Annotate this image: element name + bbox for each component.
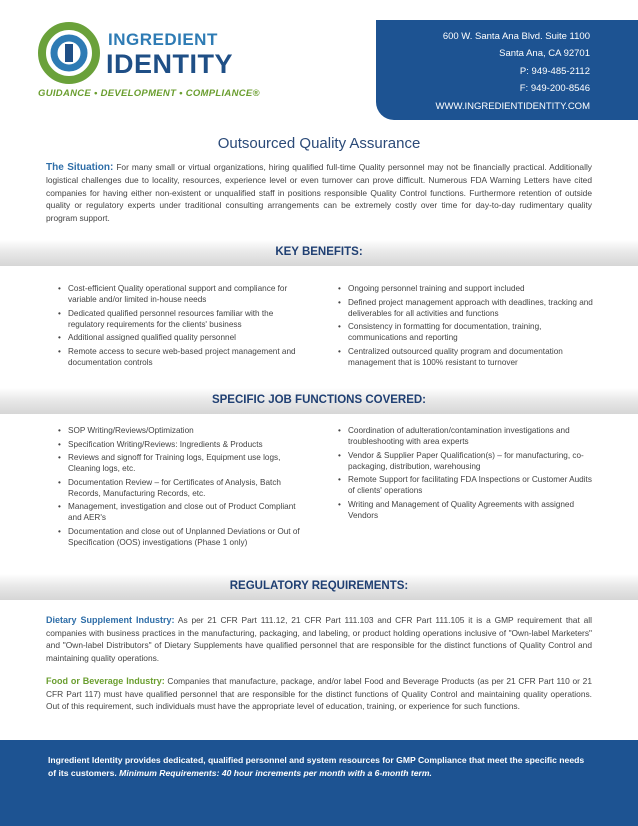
functions-list-right: [338, 425, 594, 523]
list-item: • Documentation and close out of Unplanned Deviations or Out of Specification (OOS) investigations (Phase 1 only): [58, 526, 304, 548]
list-item: • Remote Support for facilitating FDA Inspections or Customer Audits of clients' operations: [338, 474, 594, 496]
footer-text: [48, 754, 588, 780]
regulatory-heading: REGULATORY REQUIREMENTS:: [229, 580, 409, 592]
logo-mark-icon: [38, 22, 104, 84]
regulatory-heading-band: [0, 574, 638, 600]
list-item: • Defined project management approach with deadlines, tracking and deliverables for all activities and functions: [338, 297, 594, 319]
contact-address1: 600 W. Santa Ana Blvd. Suite 1100: [442, 31, 590, 42]
food-beverage-paragraph: [46, 675, 592, 713]
food-text: Companies that manufacture, package, and/or label Food and Beverage Products (as per 21 CFR Part 110 or 21 CFR Part 117) must have qualified personnel that are responsible for the distinct functions of Quality Control and maintaining quality operations. Out of this requirement, such individuals must have the appropriate level of education, training, or experience for such functions.: [46, 676, 592, 712]
list-item: • Reviews and signoff for Training logs, Equipment use logs, Cleaning logs, etc.: [58, 452, 304, 474]
dietary-text: As per 21 CFR Part 111.12, 21 CFR Part 111.103 and CFR Part 111.105 it is a GMP requirement that all companies with business practices in the manufacturing, packaging, and labeling, or product holding operations inclusive of "Own-label Marketers" and "Own-label Distributors" of Dietary Supplements have qualified personnel that are responsible for the distinct functions of Quality Control and maintaining quality operations.: [46, 615, 592, 663]
list-item: • Documentation Review – for Certificates of Analysis, Batch Records, Manufacturing Records, etc.: [58, 477, 304, 499]
dietary-label: Dietary Supplement Industry:: [46, 615, 175, 625]
job-functions-heading: SPECIFIC JOB FUNCTIONS COVERED:: [211, 394, 427, 406]
dietary-supplement-paragraph: [46, 614, 592, 664]
list-item: • Writing and Management of Quality Agreements with assigned Vendors: [338, 499, 594, 521]
situation-paragraph: [46, 161, 592, 224]
list-item: • Remote access to secure web-based project management and documentation controls: [58, 346, 304, 368]
key-benefits-heading: KEY BENEFITS:: [275, 246, 363, 258]
list-item: • Additional assigned qualified quality personnel: [58, 332, 304, 343]
footer-minimum-requirements: Minimum Requirements: 40 hour increments per month with a 6-month term.: [119, 768, 432, 778]
list-item: • Specification Writing/Reviews: Ingredients & Products: [58, 439, 304, 450]
contact-box: [376, 20, 638, 120]
key-benefits-heading-band: [0, 240, 638, 266]
situation-label: The Situation:: [46, 162, 114, 173]
list-item: • Cost-efficient Quality operational support and compliance for variable and/or limited in-house needs: [58, 283, 304, 305]
list-item: • Dedicated qualified personnel resources familiar with the regulatory requirements for the clients' business: [58, 308, 304, 330]
brand-name-line1: INGREDIENT: [108, 30, 218, 49]
list-item: • SOP Writing/Reviews/Optimization: [58, 425, 304, 436]
benefits-list-left: [58, 283, 304, 370]
document-title: Outsourced Quality Assurance: [217, 135, 421, 152]
brand-tagline: GUIDANCE • DEVELOPMENT • COMPLIANCE®: [38, 88, 260, 99]
list-item: • Centralized outsourced quality program and documentation management that is 100% resistant to turnover: [338, 346, 594, 368]
contact-phone: P: 949-485-2112: [519, 66, 590, 77]
brand-name-line2: IDENTITY: [106, 49, 234, 79]
company-logo: [38, 22, 338, 112]
contact-address2: Santa Ana, CA 92701: [499, 48, 590, 59]
contact-website[interactable]: WWW.INGREDIENTIDENTITY.COM: [435, 101, 590, 112]
list-item: • Vendor & Supplier Paper Qualification(s) – for manufacturing, co-packaging, distribution, warehousing: [338, 450, 594, 472]
contact-fax: F: 949-200-8546: [519, 83, 590, 94]
food-label: Food or Beverage Industry:: [46, 676, 165, 686]
job-functions-heading-band: [0, 388, 638, 414]
benefits-list-right: [338, 283, 594, 370]
functions-list-left: [58, 425, 304, 550]
list-item: • Coordination of adulteration/contamination investigations and troubleshooting with area experts: [338, 425, 594, 447]
footer-statement: Ingredient Identity provides dedicated, qualified personnel and system resources for GMP Compliance that meet the specific needs of its customers.: [48, 755, 585, 778]
list-item: • Ongoing personnel training and support included: [338, 283, 594, 294]
situation-text: For many small or virtual organizations, hiring qualified full-time Quality personnel may not be financially practical. Additionally logistical challenges due to locality, resources, experience level or even turnover can prove difficult. Numerous FDA Warning Letters have cited companies for having either non-existent or unqualified staff in positions responsible Quality Control functions. Furthermore retention of outside quality or regulatory experts under traditional consulting arrangements can be extremely costly over time for day-to-day rudimentary quality program support.: [46, 162, 592, 223]
list-item: • Management, investigation and close out of Product Compliant and AER's: [58, 501, 304, 523]
list-item: • Consistency in formatting for documentation, training, communications and reporting: [338, 321, 594, 343]
footer-band: [0, 740, 638, 826]
